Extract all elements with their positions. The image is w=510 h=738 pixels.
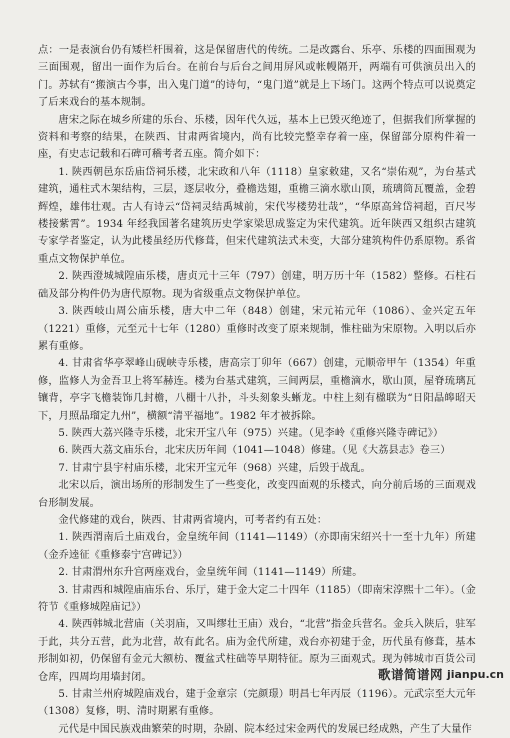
article-body (38, 42, 476, 738)
paragraph: 1. 陕西朝邑东岳庙岱祠乐楼，北宋政和八年（1118）皇家敕建，又名“崇佑观”，为台基式建筑，通柱式木架结构，三层，逐层收分，叠檐迭翅，重檐三滴水歇山顶，琉璃筒瓦覆盖，金碧辉煌，雄伟壮观。古人有诗云“岱祠灵结禹城前，宋代岑楼势壮哉”，“华原高耸岱祠超，百尺岑楼接紫霄”。1934 年经我国著名建筑历史学家梁思成鉴定为宋代建筑。近年陕西又组织古建筑专家学者鉴定，认为此楼虽经历代修葺，但宋代建筑法式未变，大部分建筑构件仍系原物。系省重点文物保护单位。 (38, 166, 476, 265)
paragraph: 点：一是表演台仍有矮栏杆围着，这是保留唐代的传统。二是改露台、乐亭、乐楼的四面围观为三面围观，留出一面作为后台。在前台与后台之间用屏风或帐幔隔开，两端有可供演员出入的门。苏轼有“搬演古今事，出入鬼门道”的诗句，“鬼门道”就是上下场门。这两个特点可以说奠定了后来戏台的基本规制。 (38, 45, 476, 109)
paragraph: 6. 陕西大荔文庙乐台，北宋庆历年间（1041—1048）修建。（见《大荔县志》卷三） (58, 445, 451, 457)
paragraph: 北宋以后，演出场所的形制发生了一些变化，改变四面观的乐楼式，向分前后场的三面观戏台形制发展。 (38, 480, 476, 509)
site-watermark (308, 662, 504, 686)
paragraph: 1. 陕西渭南后土庙戏台，金皇统年间（1141—1149）（亦即南宋绍兴十一至十九年）所建（金乔逵征《重修泰宁宫碑记》） (38, 532, 476, 561)
paragraph: 元代是中国民族戏曲繁荣的时期，杂剧、院本经过宋金两代的发展已经成熟，产生了大量作 (58, 723, 472, 735)
paragraph: 3. 甘肃西和城隍庙庙乐台、乐厅，建于金大定二十四年（1185）（即南宋淳熙十二年）。（金符节《重修城隍庙记》） (38, 584, 476, 613)
watermark-site-name: 歌谱简谱网 (377, 667, 443, 682)
paragraph: 2. 陕西澄城城隍庙乐楼，唐贞元十三年（797）创建，明万历十年（1582）整修。石柱石础及部分构件仍为唐代原物。现为省级重点文物保护单位。 (38, 271, 476, 300)
paragraph: 5. 甘肃兰州府城隍庙戏台，建于金章宗（完颜璟）明昌七年丙辰（1196）。元武宗至大元年（1308）复修，明、清时期累有重修。 (38, 689, 476, 718)
paragraph: 3. 陕西岐山周公庙乐楼，唐大中二年（848）创建，宋元祐元年（1086）、金兴定五年（1221）重修，元至元十七年（1280）重修时改变了原来规制，惟柱础为宋原物。入明以后亦累有重修。 (38, 306, 476, 352)
paragraph: 4. 甘肃省华亭翠峰山砚峡寺乐楼，唐高宗丁卯年（667）创建，元顺帝甲午（1354）年重修，监修人为金吾卫上将军赫连。楼为台基式建筑，三间两层，重檐滴水，歇山顶，屋脊琉璃瓦镶背，亭字飞檐装饰几封檐，八棚十八扑，斗头刻象头蜥龙。中柱上刻有楹联为“日阳晶皞昭天下，月照晶瑠定九州”，横额“清平福地”。1982 年才被拆除。 (38, 358, 476, 422)
paragraph: 7. 甘肃宁县宇村庙乐楼，北宋开宝元年（968）兴建，后毁于战乱。 (58, 462, 371, 474)
paragraph: 唐宋之际在城乡所建的乐台、乐楼，因年代久远，基本上已毁灭绝迹了，但据我们所掌握的资料和考察的结果，在陕西、甘肃两省境内，尚有比较完整幸存着一座，保留部分原构件着一座，有史志记载和石碑可稽考者五座。简介如下： (38, 114, 476, 161)
paragraph: 5. 陕西大荔兴隆寺乐楼，北宋开宝八年（975）兴建。（见李岭《重修兴隆寺碑记》） (58, 427, 444, 439)
watermark-url: jianpu.cn (446, 667, 504, 681)
paragraph: 金代修建的戏台，陕西、甘肃两省境内，可考者约有五处： (58, 514, 328, 526)
paragraph: 2. 甘肃渭州东升宫两座戏台，金皇统年间（1141—1149）所建。 (58, 567, 363, 579)
paragraph: 4. 陕西韩城北营庙（关羽庙，又叫缪壮王庙）戏台，“北营”指金兵营名。金兵入陕后，驻军于此，共分五营，此为北营，故有此名。庙为金代所建，戏台亦初建于金，历代虽有修葺，基本形制如初，仍保留有金元大额枋、覆盆式柱础等早期特征。原为三面观式。现为韩城市百货公司仓库，四周均用墙封闭。 (38, 619, 476, 683)
